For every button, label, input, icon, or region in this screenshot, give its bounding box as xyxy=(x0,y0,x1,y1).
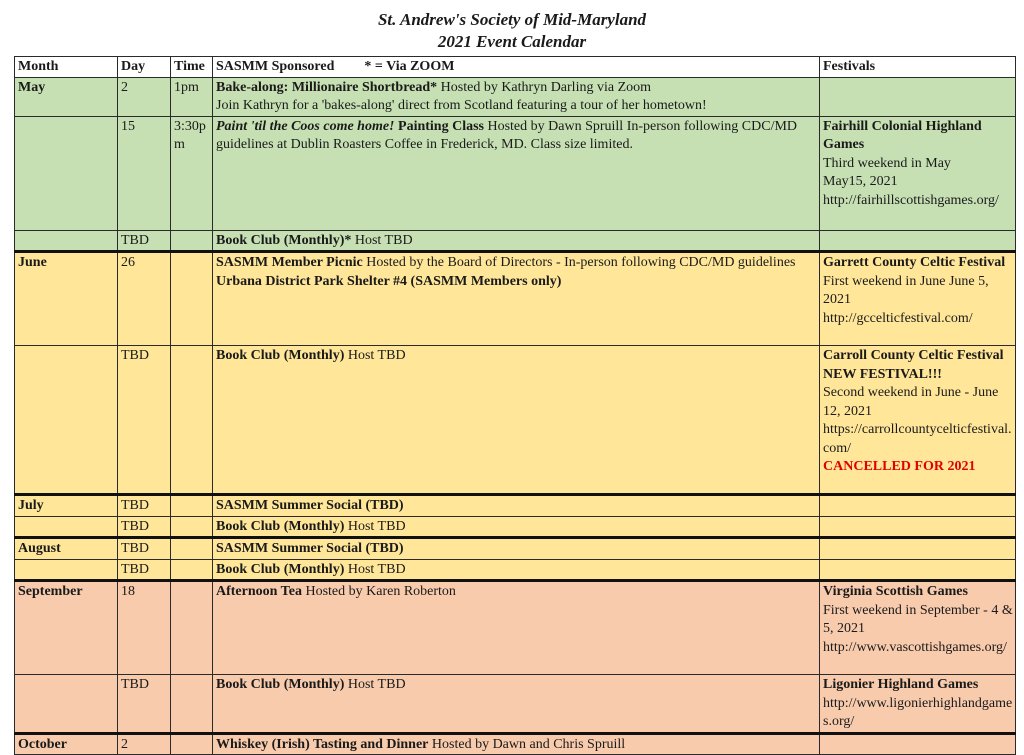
festival-name: Garrett County Celtic Festival xyxy=(823,255,1006,270)
festival-cell xyxy=(820,230,1016,252)
event-details: Hosted by Dawn Spruill In-person following CDC/MD guidelines at Dublin Roasters Coffee in Frederick, MD. Class size limited. xyxy=(216,118,798,152)
table-row xyxy=(15,230,1016,252)
cancelled-notice: CANCELLED FOR 2021 xyxy=(823,459,976,474)
table-row xyxy=(15,538,1016,560)
document-title: St. Andrew's Society of Mid-Maryland xyxy=(377,10,647,29)
event-cell xyxy=(213,346,820,495)
festival-cell xyxy=(820,116,1016,230)
festival-date: May15, 2021 xyxy=(823,174,898,189)
day-cell: 26 xyxy=(118,252,171,346)
event-details: Host TBD xyxy=(351,232,413,248)
festival-cell xyxy=(820,346,1016,495)
day-cell: TBD xyxy=(118,516,171,538)
event-title: Afternoon Tea xyxy=(216,584,302,599)
festival-cell xyxy=(820,733,1016,755)
day-cell: 2 xyxy=(118,733,171,755)
event-calendar-table xyxy=(14,56,1016,755)
event-title: SASMM Member Picnic xyxy=(216,255,363,270)
table-row xyxy=(15,675,1016,734)
event-details: Host TBD xyxy=(344,348,406,363)
festival-url: https://carrollcountycelticfestival.com/ xyxy=(823,422,1012,456)
day-cell: TBD xyxy=(118,538,171,560)
event-cell xyxy=(213,581,820,675)
day-cell: 2 xyxy=(118,77,171,116)
table-row xyxy=(15,559,1016,581)
event-details: Host TBD xyxy=(344,561,406,577)
month-cell: October xyxy=(15,733,118,755)
time-cell xyxy=(171,733,213,755)
table-row xyxy=(15,733,1016,755)
day-cell: TBD xyxy=(118,675,171,734)
document-subtitle: 2021 Event Calendar xyxy=(437,32,587,51)
col-header-time: Time xyxy=(171,57,213,78)
sasmm-header-label: SASMM Sponsored xyxy=(216,59,335,74)
table-row xyxy=(15,116,1016,230)
event-cell xyxy=(213,538,820,560)
festival-name: Ligonier Highland Games xyxy=(823,677,979,692)
col-header-sasmm xyxy=(213,57,820,78)
month-cell xyxy=(15,675,118,734)
event-cell xyxy=(213,733,820,755)
time-cell: 3:30pm xyxy=(171,116,213,230)
event-cell xyxy=(213,559,820,581)
day-cell: 15 xyxy=(118,116,171,230)
event-title: Whiskey (Irish) Tasting and Dinner xyxy=(216,736,429,752)
event-cell xyxy=(213,495,820,517)
event-details: Hosted by Dawn and Chris Spruill xyxy=(428,736,626,752)
event-title: Book Club (Monthly) xyxy=(216,677,345,692)
festival-info: Third weekend in May xyxy=(823,155,951,171)
festival-url: http://gccelticfestival.com/ xyxy=(823,310,973,326)
festival-date: Second weekend in June - June 12, 2021 xyxy=(823,385,999,419)
month-cell xyxy=(15,559,118,581)
event-details: Hosted by Kathryn Darling via Zoom xyxy=(437,79,652,95)
event-details: Hosted by the Board of Directors - In-person following CDC/MD guidelines xyxy=(362,255,796,270)
table-row xyxy=(15,77,1016,116)
time-cell xyxy=(171,252,213,346)
month-cell: September xyxy=(15,581,118,675)
festival-url: http://www.ligonierhighlandgames.org/ xyxy=(823,695,1013,729)
festival-cell xyxy=(820,516,1016,538)
event-title: SASMM Summer Social (TBD) xyxy=(216,498,404,513)
month-cell xyxy=(15,116,118,230)
festival-name: Fairhill Colonial Highland Games xyxy=(823,118,982,152)
event-title: Painting Class xyxy=(394,118,484,134)
event-cell xyxy=(213,252,820,346)
event-title: Book Club (Monthly) xyxy=(216,561,345,577)
event-title: Bake-along: Millionaire Shortbread* xyxy=(216,79,438,95)
table-row xyxy=(15,495,1016,517)
festival-name: Virginia Scottish Games xyxy=(823,584,968,599)
day-cell: TBD xyxy=(118,559,171,581)
time-cell xyxy=(171,346,213,495)
festival-name: Carroll County Celtic Festival NEW FESTIVAL!!! xyxy=(823,348,1004,382)
event-cell xyxy=(213,230,820,252)
event-cell xyxy=(213,516,820,538)
time-cell xyxy=(171,230,213,252)
event-details: Host TBD xyxy=(344,518,406,534)
time-cell xyxy=(171,495,213,517)
event-description: Join Kathryn for a 'bakes-along' direct from Scotland featuring a tour of her hometown! xyxy=(216,98,707,113)
time-cell xyxy=(171,559,213,581)
table-row xyxy=(15,346,1016,495)
col-header-festivals: Festivals xyxy=(820,57,1016,78)
day-cell: TBD xyxy=(118,346,171,495)
event-details: Host TBD xyxy=(344,677,406,692)
table-row xyxy=(15,252,1016,346)
event-cell xyxy=(213,77,820,116)
festival-date: First weekend in June June 5, 2021 xyxy=(823,273,989,307)
time-cell: 1pm xyxy=(171,77,213,116)
table-row xyxy=(15,581,1016,675)
festival-url: http://www.vascottishgames.org/ xyxy=(823,639,1007,655)
time-cell xyxy=(171,675,213,734)
time-cell xyxy=(171,538,213,560)
header-row xyxy=(15,57,1016,78)
day-cell: 18 xyxy=(118,581,171,675)
month-cell: May xyxy=(15,77,118,116)
event-italic-title: Paint 'til the Coos come home! xyxy=(216,118,395,134)
event-title: SASMM Summer Social (TBD) xyxy=(216,541,404,556)
event-details: Hosted by Karen Roberton xyxy=(301,584,456,599)
festival-url: http://fairhillscottishgames.org/ xyxy=(823,192,999,208)
event-cell xyxy=(213,675,820,734)
festival-cell xyxy=(820,675,1016,734)
month-cell xyxy=(15,230,118,252)
festival-date: First weekend in September - 4 & 5, 2021 xyxy=(823,602,1013,636)
month-cell: June xyxy=(15,252,118,346)
event-location: Urbana District Park Shelter #4 (SASMM Members only) xyxy=(216,273,562,289)
table-row xyxy=(15,516,1016,538)
event-title: Book Club (Monthly)* xyxy=(216,232,352,248)
event-cell xyxy=(213,116,820,230)
month-cell xyxy=(15,516,118,538)
festival-cell xyxy=(820,559,1016,581)
zoom-note: * = Via ZOOM xyxy=(364,59,455,74)
festival-cell xyxy=(820,581,1016,675)
month-cell: August xyxy=(15,538,118,560)
festival-cell xyxy=(820,252,1016,346)
time-cell xyxy=(171,581,213,675)
time-cell xyxy=(171,516,213,538)
festival-cell xyxy=(820,77,1016,116)
event-title: Book Club (Monthly) xyxy=(216,348,345,363)
month-cell: July xyxy=(15,495,118,517)
day-cell: TBD xyxy=(118,230,171,252)
festival-cell xyxy=(820,538,1016,560)
event-title: Book Club (Monthly) xyxy=(216,518,345,534)
col-header-month: Month xyxy=(15,57,118,78)
festival-cell xyxy=(820,495,1016,517)
col-header-day: Day xyxy=(118,57,171,78)
day-cell: TBD xyxy=(118,495,171,517)
month-cell xyxy=(15,346,118,495)
